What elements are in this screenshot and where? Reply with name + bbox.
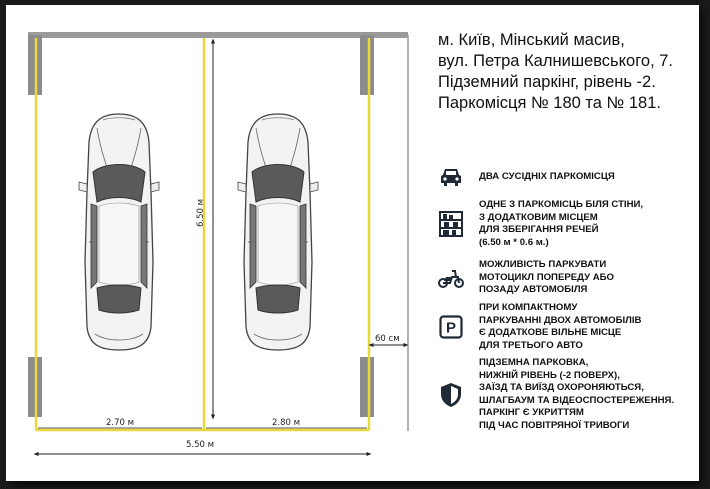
car-right bbox=[238, 114, 318, 350]
feature-security bbox=[436, 357, 674, 433]
shelf-icon bbox=[436, 211, 466, 237]
feature-5-line-3: ЗАЇЗД ТА ВИЇЗД ОХОРОНЯЮТЬСЯ, bbox=[479, 382, 644, 394]
feature-3-line-3: ПОЗАДУ АВТОМОБІЛЯ bbox=[479, 284, 588, 296]
feature-3-line-2: МОТОЦИКЛ ПОПЕРЕДУ АБО bbox=[479, 271, 615, 283]
address-line-3: Підземний паркінг, рівень -2. bbox=[438, 73, 656, 91]
feature-1-line-1: ДВА СУСІДНІХ ПАРКОМІСЦЯ bbox=[479, 170, 615, 182]
plan-drawing bbox=[6, 5, 426, 481]
address-line-2: вул. Петра Калнишевського, 7. bbox=[438, 52, 673, 70]
address-line-1: м. Київ, Мінський масив, bbox=[438, 31, 625, 49]
address-line-4: Паркомісця № 180 та № 181. bbox=[438, 94, 661, 112]
feature-motorcycle bbox=[436, 259, 614, 297]
feature-2-line-1: ОДНЕ З ПАРКОМІСЦЬ БІЛЯ СТІНИ, bbox=[479, 199, 644, 210]
feature-4-line-3: Є ДОДАТКОВЕ ВІЛЬНЕ МІСЦЕ bbox=[479, 327, 622, 339]
feature-5-line-2: НИЖНІЙ РІВЕНЬ (-2 ПОВЕРХ), bbox=[479, 369, 620, 381]
right-width-label: 2.80 м bbox=[272, 418, 301, 428]
listing-card bbox=[6, 5, 699, 481]
feature-4-line-1: ПРИ КОМПАКТНОМУ bbox=[479, 302, 578, 313]
feature-5-line-5: ПАРКІНГ Є УКРИТТЯМ bbox=[479, 407, 584, 419]
scooter-icon bbox=[436, 268, 466, 288]
feature-5-line-6: ПІД ЧАС ПОВІТРЯНОЇ ТРИВОГИ bbox=[479, 419, 630, 431]
svg-text:P: P bbox=[445, 319, 457, 337]
feature-3-line-1: МОЖЛИВІСТЬ ПАРКУВАТИ bbox=[479, 259, 607, 270]
feature-4-line-4: ДЛЯ ТРЕТЬОГО АВТО bbox=[479, 339, 583, 351]
feature-storage bbox=[436, 199, 643, 249]
parking-plan bbox=[6, 5, 426, 481]
feature-5-line-1: ПІДЗЕМНА ПАРКОВКА, bbox=[479, 357, 589, 368]
parking-icon bbox=[436, 315, 466, 339]
car-left bbox=[79, 114, 159, 350]
shield-icon bbox=[436, 382, 466, 408]
feature-2-line-3: ДЛЯ ЗБЕРІГАННЯ РЕЧЕЙ bbox=[479, 224, 599, 236]
depth-label: 6.50 м bbox=[196, 198, 206, 227]
feature-5-line-4: ШЛАГБАУМ ТА ВІДЕОСПОСТЕРЕЖЕННЯ. bbox=[479, 394, 675, 406]
address-block bbox=[438, 30, 696, 114]
feature-third-car bbox=[436, 302, 641, 352]
feature-4-line-2: ПАРКУВАННІ ДВОХ АВТОМОБІЛІВ bbox=[479, 314, 642, 326]
feature-2-line-4: (6.50 м * 0.6 м.) bbox=[479, 236, 549, 248]
left-width-label: 2.70 м bbox=[106, 418, 135, 428]
total-width-label: 5.50 м bbox=[186, 440, 215, 450]
car-icon bbox=[436, 167, 466, 187]
feature-2-line-2: З ДОДАТКОВИМ МІСЦЕМ bbox=[479, 211, 598, 223]
storage-width-label: 60 см bbox=[375, 334, 400, 344]
feature-two-spots bbox=[436, 167, 615, 187]
